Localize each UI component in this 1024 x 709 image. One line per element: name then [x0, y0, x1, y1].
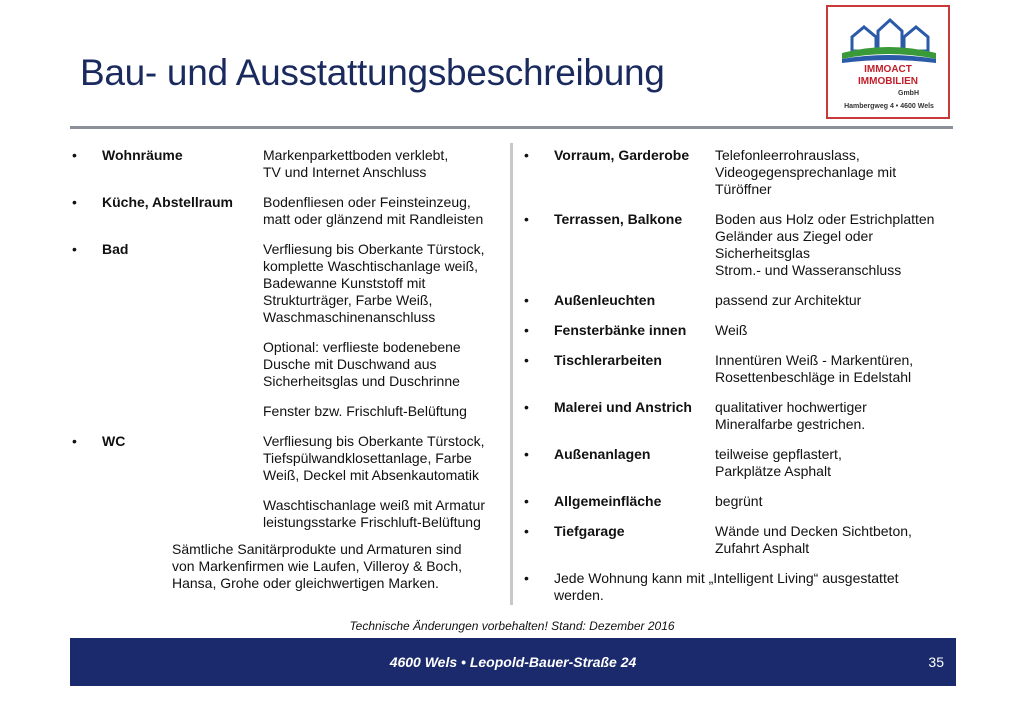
item-description — [263, 147, 502, 181]
desc-line: Weiß, Deckel mit Absenkautomatik — [263, 467, 480, 483]
desc-line: Innentüren Weiß - Markentüren, — [715, 352, 914, 368]
desc-line: Strom.- und Wasseranschluss — [715, 262, 902, 278]
desc-line: begrünt — [715, 493, 763, 509]
bullet: • — [72, 194, 77, 210]
desc-line: Zufahrt Asphalt — [715, 540, 810, 556]
item-description — [263, 433, 502, 484]
page-title: Bau- und Ausstattungsbeschreibung — [80, 52, 665, 93]
list-item — [524, 211, 954, 279]
logo-address: Hambergweg 4 • 4600 Wels — [844, 103, 934, 110]
bullet: • — [72, 147, 77, 163]
list-item — [72, 194, 502, 228]
desc-line: Weiß — [715, 322, 748, 338]
bullet: • — [524, 523, 529, 539]
logo-name-line1: IMMOACT — [864, 64, 912, 75]
item-description — [715, 322, 954, 339]
desc-line: Wände und Decken Sichtbeton, — [715, 523, 912, 539]
bullet: • — [524, 147, 529, 163]
company-logo — [826, 5, 950, 119]
item-label: Tiefgarage — [554, 523, 625, 539]
bullet: • — [524, 570, 529, 586]
page-number: 35 — [928, 654, 944, 670]
desc-line: Waschtischanlage weiß mit Armatur — [263, 497, 485, 513]
houses-logo-icon — [828, 7, 948, 117]
item-label: Vorraum, Garderobe — [554, 147, 690, 163]
logo-name-line2: IMMOBILIEN — [858, 76, 918, 87]
list-item — [524, 292, 954, 309]
list-item — [72, 433, 502, 484]
note-line: Sämtliche Sanitärprodukte und Armaturen sind — [172, 541, 462, 557]
list-item — [524, 446, 954, 480]
item-description — [715, 147, 954, 198]
desc-line: Rosettenbeschläge in Edelstahl — [715, 369, 912, 385]
desc-line: Sicherheitsglas — [715, 245, 810, 261]
footer-bar — [70, 638, 956, 686]
item-label: Malerei und Anstrich — [554, 399, 692, 415]
desc-line: Sicherheitsglas und Duschrinne — [263, 373, 460, 389]
bullet: • — [524, 322, 529, 338]
logo-gmbh: GmbH — [898, 90, 919, 97]
list-item — [524, 352, 954, 386]
desc-line: Badewanne Kunststoff mit — [263, 275, 426, 291]
list-item — [524, 322, 954, 339]
desc-line: passend zur Architektur — [715, 292, 862, 308]
bullet: • — [524, 493, 529, 509]
desc-line: komplette Waschtischanlage weiß, — [263, 258, 479, 274]
column-divider — [510, 143, 513, 605]
list-item — [524, 523, 954, 557]
item-description — [263, 241, 502, 326]
desc-line: Verfliesung bis Oberkante Türstock, — [263, 241, 485, 257]
bad-optional — [263, 339, 502, 390]
item-description — [715, 399, 954, 433]
desc-line: matt oder glänzend mit Randleisten — [263, 211, 484, 227]
desc-line: leistungsstarke Frischluft-Belüftung — [263, 514, 481, 530]
list-item — [524, 399, 954, 433]
item-description — [715, 211, 954, 279]
item-description — [715, 446, 954, 480]
item-label: Außenanlagen — [554, 446, 651, 462]
note-line: von Markenfirmen wie Laufen, Villeroy & Boch, — [172, 558, 462, 574]
desc-line: Mineralfarbe gestrichen. — [715, 416, 866, 432]
item-label: Tischlerarbeiten — [554, 352, 662, 368]
right-column — [524, 147, 954, 604]
wc-extra — [263, 497, 502, 531]
desc-line: Geländer aus Ziegel oder — [715, 228, 873, 244]
desc-line: Boden aus Holz oder Estrichplatten — [715, 211, 935, 227]
item-label: WC — [102, 433, 126, 449]
desc-line: werden. — [554, 587, 604, 603]
desc-line: Bodenfliesen oder Feinsteinzeug, — [263, 194, 471, 210]
bullet: • — [524, 352, 529, 368]
desc-line: Jede Wohnung kann mit „Intelligent Living“ ausgestattet — [554, 570, 899, 586]
desc-line: TV und Internet Anschluss — [263, 164, 427, 180]
list-item — [524, 147, 954, 198]
desc-line: Verfliesung bis Oberkante Türstock, — [263, 433, 485, 449]
item-description — [715, 493, 954, 510]
desc-line: Telefonleerrohrauslass, — [715, 147, 860, 163]
desc-line: Optional: verflieste bodenebene — [263, 339, 461, 355]
bullet: • — [524, 399, 529, 415]
note-line: Hansa, Grohe oder gleichwertigen Marken. — [172, 575, 439, 591]
item-label: Wohnräume — [102, 147, 183, 163]
item-label: Terrassen, Balkone — [554, 211, 683, 227]
desc-line: Parkplätze Asphalt — [715, 463, 831, 479]
desc-line: Dusche mit Duschwand aus — [263, 356, 437, 372]
item-label: Außenleuchten — [554, 292, 656, 308]
desc-line: Strukturträger, Farbe Weiß, — [263, 292, 433, 308]
desc-line: Türöffner — [715, 181, 772, 197]
bullet: • — [524, 211, 529, 227]
item-description — [715, 523, 954, 557]
sanitary-note — [172, 541, 502, 592]
bullet: • — [72, 241, 77, 257]
desc-line: Markenparkettboden verklebt, — [263, 147, 449, 163]
desc-line: Waschmaschinenanschluss — [263, 309, 436, 325]
bullet: • — [524, 292, 529, 308]
left-column — [72, 147, 502, 592]
desc-line: teilweise gepflastert, — [715, 446, 842, 462]
item-description — [263, 194, 502, 228]
title-divider — [70, 126, 953, 129]
item-label: Fensterbänke innen — [554, 322, 687, 338]
list-item — [524, 493, 954, 510]
list-item — [72, 147, 502, 181]
desc-line: Fenster bzw. Frischluft-Belüftung — [263, 403, 467, 419]
bullet: • — [72, 433, 77, 449]
desc-line: Videogegensprechanlage mit — [715, 164, 897, 180]
item-label: Allgemeinfläche — [554, 493, 662, 509]
desc-line: qualitativer hochwertiger — [715, 399, 867, 415]
disclaimer-text: Technische Änderungen vorbehalten! Stand: Dezember 2016 — [349, 619, 675, 633]
bad-ventilation — [263, 403, 502, 420]
list-item — [72, 241, 502, 326]
intelligent-living-item — [524, 570, 954, 604]
item-label: Küche, Abstellraum — [102, 194, 233, 210]
item-label: Bad — [102, 241, 129, 257]
desc-line: Tiefspülwandklosettanlage, Farbe — [263, 450, 472, 466]
footer-address: 4600 Wels • Leopold-Bauer-Straße 24 — [389, 654, 637, 670]
item-description — [715, 292, 954, 309]
bullet: • — [524, 446, 529, 462]
item-description — [715, 352, 954, 386]
